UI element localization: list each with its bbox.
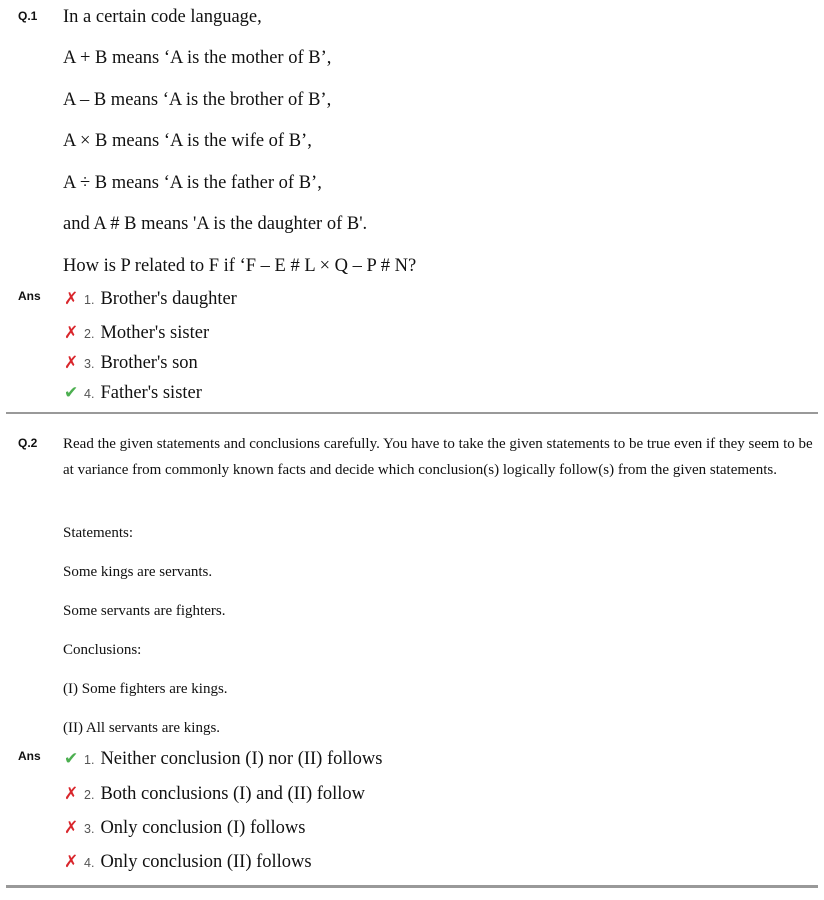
option-number: 3. — [84, 357, 95, 371]
answer-label: Ans — [18, 289, 41, 303]
option-item — [64, 289, 237, 310]
option-text: Brother's daughter — [100, 289, 237, 309]
option-text: Brother's son — [100, 353, 198, 373]
question-text: Some kings are servants. — [63, 564, 213, 580]
option-text: Both conclusions (I) and (II) follow — [100, 784, 366, 804]
wrong-mark-icon: ✗ — [64, 818, 79, 838]
question-text: Statements: — [63, 525, 133, 541]
wrong-mark-icon: ✗ — [64, 323, 79, 343]
question-text: How is P related to F if ‘F – E # L × Q – P # N? — [63, 256, 417, 276]
question-text: (II) All servants are kings. — [63, 720, 221, 736]
option-number: 1. — [84, 753, 95, 767]
question-text: Read the given statements and conclusions carefully. You have to take the given statements to be true even if they seem to be at variance from commonly known facts and decide which conclusion(s) logically follow(s) from the given statements. — [63, 436, 813, 478]
option-number: 4. — [84, 856, 95, 870]
section-divider — [6, 885, 818, 888]
question-text: Conclusions: — [63, 642, 142, 658]
option-text: Only conclusion (I) follows — [100, 818, 306, 838]
option-text: Neither conclusion (I) nor (II) follows — [100, 749, 383, 769]
option-item — [64, 383, 202, 404]
option-number: 3. — [84, 822, 95, 836]
option-item — [64, 818, 305, 839]
option-number: 1. — [84, 293, 95, 307]
question-number: Q.1 — [18, 9, 38, 23]
wrong-mark-icon: ✗ — [64, 289, 79, 309]
question-text: A + B means ‘A is the mother of B’, — [63, 48, 332, 68]
wrong-mark-icon: ✗ — [64, 784, 79, 804]
option-item — [64, 784, 365, 805]
question-number: Q.2 — [18, 436, 38, 450]
question-text: A – B means ‘A is the brother of B’, — [63, 90, 332, 110]
answer-label: Ans — [18, 749, 41, 763]
option-number: 2. — [84, 327, 95, 341]
option-number: 2. — [84, 788, 95, 802]
question-text: A × B means ‘A is the wife of B’, — [63, 131, 312, 151]
option-text: Only conclusion (II) follows — [100, 852, 312, 872]
question-text: In a certain code language, — [63, 7, 262, 27]
option-item — [64, 749, 382, 770]
question-text: A ÷ B means ‘A is the father of B’, — [63, 173, 322, 193]
question-text: (I) Some fighters are kings. — [63, 681, 228, 697]
question-text: Some servants are fighters. — [63, 603, 226, 619]
option-item — [64, 852, 312, 873]
option-text: Father's sister — [100, 383, 202, 403]
check-mark-icon: ✔ — [64, 749, 79, 769]
section-divider — [6, 412, 818, 414]
option-text: Mother's sister — [100, 323, 210, 343]
wrong-mark-icon: ✗ — [64, 852, 79, 872]
wrong-mark-icon: ✗ — [64, 353, 79, 373]
option-item — [64, 353, 198, 374]
option-item — [64, 323, 209, 344]
option-number: 4. — [84, 387, 95, 401]
check-mark-icon: ✔ — [64, 383, 79, 403]
question-text: and A # B means 'A is the daughter of B'. — [63, 214, 368, 234]
